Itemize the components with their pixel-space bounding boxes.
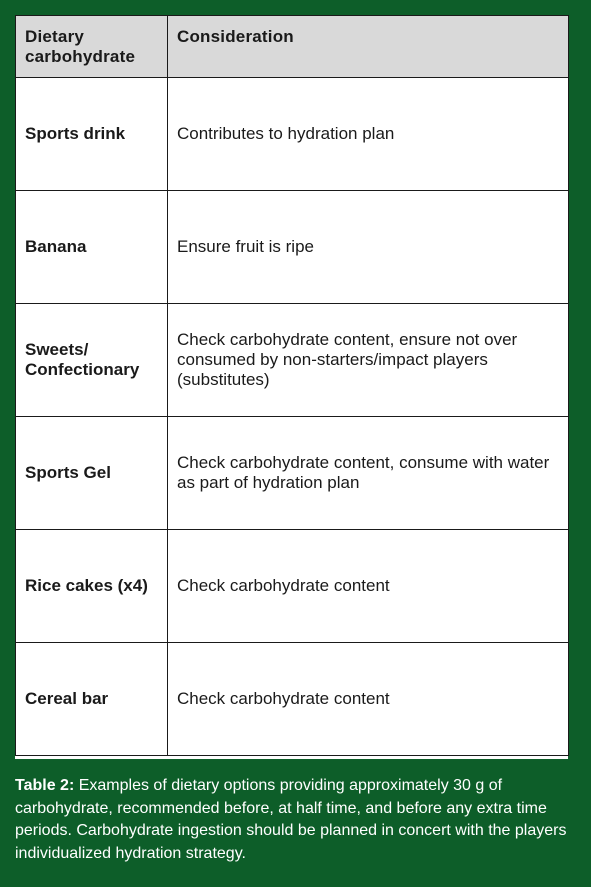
row-consideration: Contributes to hydration plan [168, 78, 569, 191]
row-item: Sports Gel [16, 417, 168, 530]
column-header-consideration: Consideration [168, 16, 569, 78]
table-header-row [16, 16, 569, 78]
row-item: Banana [16, 191, 168, 304]
row-item: Sports drink [16, 78, 168, 191]
row-item: Cereal bar [16, 643, 168, 756]
caption-label: Table 2: [15, 777, 75, 794]
row-consideration: Check carbohydrate content, consume with water as part of hydration plan [168, 417, 569, 530]
table-row [16, 78, 569, 191]
row-consideration: Check carbohydrate content [168, 530, 569, 643]
table [15, 15, 569, 756]
table-caption [15, 775, 575, 865]
table-row [16, 191, 569, 304]
table-row [16, 417, 569, 530]
column-header-dietary-carbohydrate: Dietary carbohydrate [16, 16, 168, 78]
table-row [16, 530, 569, 643]
row-consideration: Check carbohydrate content [168, 643, 569, 756]
caption-text: Examples of dietary options providing approximately 30 g of carbohydrate, recommended before, at half time, and before any extra time periods. Carbohydrate ingestion should be planned in concert with the players individualized hydration strategy. [15, 777, 567, 862]
table-row [16, 304, 569, 417]
row-consideration: Check carbohydrate content, ensure not over consumed by non-starters/impact players (substitutes) [168, 304, 569, 417]
row-consideration: Ensure fruit is ripe [168, 191, 569, 304]
table-row [16, 643, 569, 756]
dietary-carbohydrate-table [15, 15, 568, 759]
row-item: Sweets/ Confectionary [16, 304, 168, 417]
row-item: Rice cakes (x4) [16, 530, 168, 643]
